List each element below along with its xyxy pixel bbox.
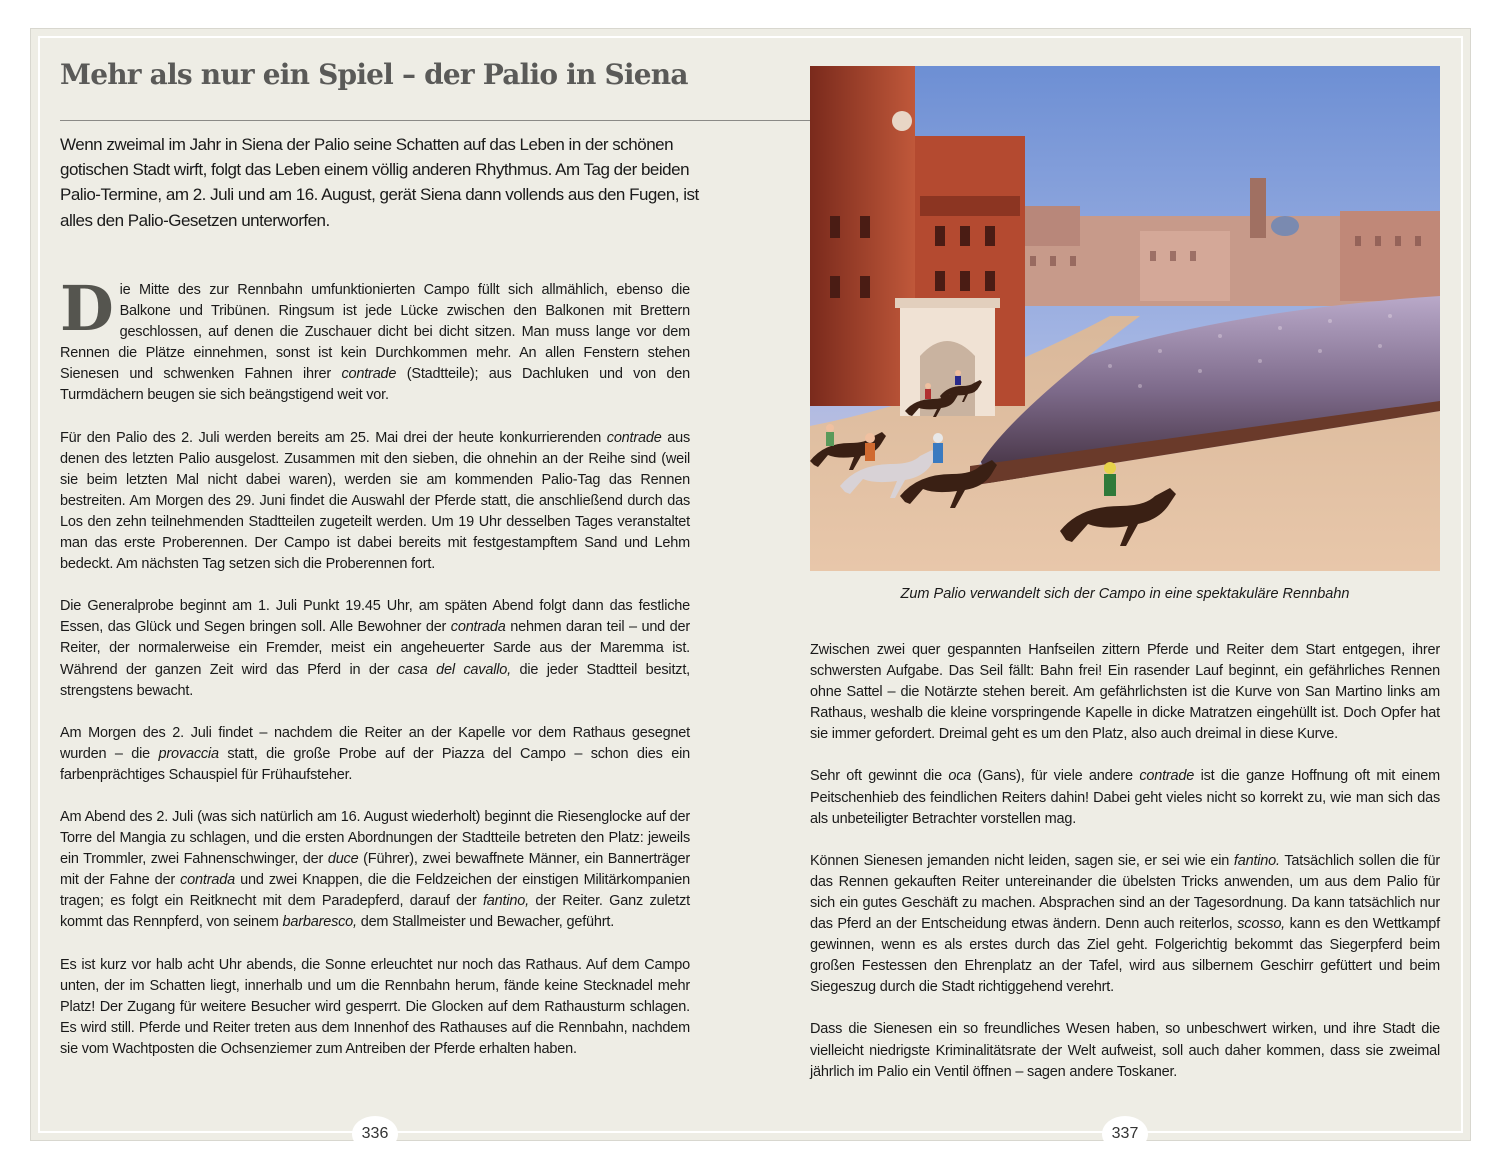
right-text-column [810, 640, 1440, 1104]
body-paragraph [60, 955, 690, 1060]
left-text-column [60, 272, 691, 1081]
paragraph-text: Sehr oft gewinnt die [810, 768, 949, 785]
italic-term: contrade [1139, 768, 1195, 785]
body-paragraph [60, 807, 690, 934]
italic-term: fantino, [482, 893, 529, 910]
italic-term: fantino. [1233, 852, 1280, 869]
italic-term: contrada [450, 619, 506, 636]
body-paragraph [810, 1019, 1440, 1082]
paragraph-text: (Stadtteile); aus Dachluken und von den Turmdächern beugen sie sich beängstigend weit vor. [60, 366, 690, 404]
palio-race-illustration [810, 66, 1440, 571]
page-title: Mehr als nur ein Spiel – der Palio in Siena [60, 58, 688, 91]
paragraph-text: nehmen daran teil – und der Reiter, der normalerweise ein Fremder, meist ein angeheuerter Sarde aus der Maremma ist. Während der ganzen Zeit wird das Pferd in der [60, 619, 690, 678]
paragraph-text: kann es den Wettkampf gewinnen, wenn es als erstes durch das Ziel geht. Folgerichtig bekommt das Siegerpferd beim großen Festessen den Ehrenplatz an der Tafel, wird aus silbernem Geschirr gefüttert und beim Siegeszug durch die Stadt richtiggehend verehrt. [810, 916, 1440, 996]
paragraph-text: Am Abend des 2. Juli (was sich natürlich am 16. August wiederholt) beginnt die Riesenglocke auf der Torre del Mangia zu schlagen, und die ersten Abordnungen der Stadtteile betreten den Platz: jeweils ein Trommler, zwei Fahnenschwinger, der [60, 808, 690, 868]
body-paragraph [60, 723, 690, 786]
paragraph-text: (Gans), für viele andere [971, 768, 1140, 785]
paragraph-text: die jeder Stadtteil besitzt, strengstens bewacht. [60, 661, 690, 699]
italic-term: contrade [606, 429, 662, 446]
italic-term: scosso, [1237, 916, 1286, 933]
paragraph-text: Die Generalprobe beginnt am 1. Juli Punkt 19.45 Uhr, am späten Abend folgt dann das festliche Essen, das Glück und Segen bringen soll. Alle Bewohner der [60, 598, 690, 636]
paragraph-text: Dass die Sienesen ein so freundliches Wesen haben, so unbeschwert wirken, und ihre Stadt die vielleicht niedrigste Kriminalitätsrate der Welt aufweist, soll auch daher kommen, dass sie zweimal jährlich im Palio ein Ventil öffnen – sagen andere Toskaner. [810, 1021, 1440, 1080]
paragraph-text: Am Morgen des 2. Juli findet – nachdem die Reiter an der Kapelle vor dem Rathaus gesegnet wurden – die [60, 724, 690, 762]
body-paragraph [60, 428, 690, 576]
body-paragraph [810, 766, 1440, 829]
italic-term: oca [948, 768, 972, 785]
paragraph-text: (Führer), zwei bewaffnete Männer, ein Bannerträger mit der Fahne der [60, 851, 690, 889]
paragraph-text: ist die ganze Hoffnung oft mit einem Peitschenhieb des feindlichen Reiters dahin! Dabei geht vieles nicht so korrekt zu, wie man sich das als unbeteiligter Betrachter vorstellen mag. [810, 768, 1440, 827]
page-number-right: 337 [1102, 1116, 1148, 1152]
paragraph-text: Können Sienesen jemanden nicht leiden, sagen sie, er sei wie ein [810, 852, 1234, 869]
paragraph-text: Tatsächlich sollen die für das Rennen gekauften Reiter untereinander die übelsten Tricks anwenden, um aus dem Palio für sich ein gutes Geschäft zu machen. Absprachen sind an der Tagesordnung. Da kann tatsächlich nur das Pferd an der Entscheidung etwas ändern. Denn auch reiterlos, [810, 852, 1441, 933]
palio-race-photo [810, 66, 1440, 571]
paragraph-text: und zwei Knappen, die die Feldzeichen der einstigen Militärkompanien tragen; es folgt ein Reitknecht mit dem Paradepferd, darauf der [60, 872, 690, 910]
paragraph-text: Für den Palio des 2. Juli werden bereits am 25. Mai drei der heute konkurrierenden [60, 429, 607, 446]
italic-term: provaccia [158, 745, 219, 762]
page-number-left: 336 [352, 1116, 398, 1152]
italic-term: casa del cavallo, [397, 661, 511, 678]
italic-term: barbaresco, [282, 914, 357, 931]
title-divider [60, 120, 810, 121]
paragraph-text: statt, die große Probe auf der Piazza del Campo – schon dies ein farbenprächtiges Schauspiel für Frühaufsteher. [60, 745, 690, 783]
paragraph-text: Zwischen zwei quer gespannten Hanfseilen zittern Pferde und Reiter dem Start entgegen, ihrer schwersten Aufgabe. Das Seil fällt: Bahn frei! Ein rasender Lauf beginnt, ein gefährliches Rennen ohne Sattel – die Notärzte stehen bereit. Am gefährlichsten ist die Kurve von San Martino links am Rathaus, weshalb die kleine vorspringende Kapelle in dicke Matratzen eingehüllt ist. Doch Opfer hat sie immer gefordert. Dreimal geht es um den Platz, also auch dreimal in diese Kurve. [810, 642, 1440, 743]
paragraph-text: aus denen des letzten Palio ausgelost. Zusammen mit den sieben, die ohnehin an der Reihe sind (weil sie beim letzten Mal nicht dabei waren), werden sie am kommenden Palio-Tag das Rennen bestreiten. Am Morgen des 29. Juni findet die Auswahl der Pferde statt, die anschließend durch das Los den zehn teilnehmenden Stadtteilen zugeteilt werden. Um 19 Uhr desselben Tages veranstaltet man das erste Proberennen. Der Campo ist dabei bereits mit festgestampftem Sand und Lehm bedeckt. Am nächsten Tag setzen sich die Proberennen fort. [60, 429, 690, 573]
paragraph-text: der Reiter. Ganz zuletzt kommt das Rennpferd, von seinem [60, 893, 691, 931]
body-paragraph [60, 272, 690, 407]
italic-term: duce [327, 851, 359, 868]
body-paragraph [810, 851, 1440, 999]
paragraph-text: Es ist kurz vor halb acht Uhr abends, die Sonne erleuchtet nur noch das Rathaus. Auf dem Campo unten, der im Schatten liegt, innerhalb und um die Rennbahn herum, fände keine Stecknadel mehr Platz! Der Zugang für weitere Besucher wird gesperrt. Die Glocken auf dem Rathausturm schlagen. Es wird still. Pferde und Reiter treten aus dem Innenhof des Rathauses auf die Rennbahn, nachdem sie vom Wachtposten die Ochsenziemer zum Antreiben der Pferde erhalten haben. [60, 956, 690, 1057]
italic-term: contrade [341, 366, 397, 383]
italic-term: contrada [180, 872, 235, 889]
photo-caption: Zum Palio verwandelt sich der Campo in eine spektakuläre Rennbahn [900, 586, 1350, 602]
paragraph-text: ie Mitte des zur Rennbahn umfunktionierten Campo füllt sich allmählich, ebenso die Balkone und Tribünen. Ringsum ist jede Lücke zwischen den Balkonen mit Brettern geschlossen, auf denen die Zuschauer dicht bei dicht sitzen. Man muss lange vor dem Rennen die Plätze einnehmen, sonst ist kein Durchkommen mehr. An allen Fenstern stehen Sienesen und schwenken Fahnen ihrer [60, 282, 690, 383]
body-paragraph [60, 596, 690, 701]
paragraph-text: dem Stallmeister und Bewacher, geführt. [356, 914, 615, 931]
lead-paragraph: Wenn zweimal im Jahr in Siena der Palio seine Schatten auf das Leben in der schönen gotischen Stadt wirft, folgt das Leben einem völlig anderen Rhythmus. Am Tag der beiden Palio-Termine, am 2. Juli und am 16. August, gerät Siena dann vollends aus den Fugen, ist alles den Palio-Gesetzen unterworfen. [60, 135, 699, 230]
drop-cap: D [60, 272, 114, 345]
body-paragraph [810, 640, 1440, 745]
